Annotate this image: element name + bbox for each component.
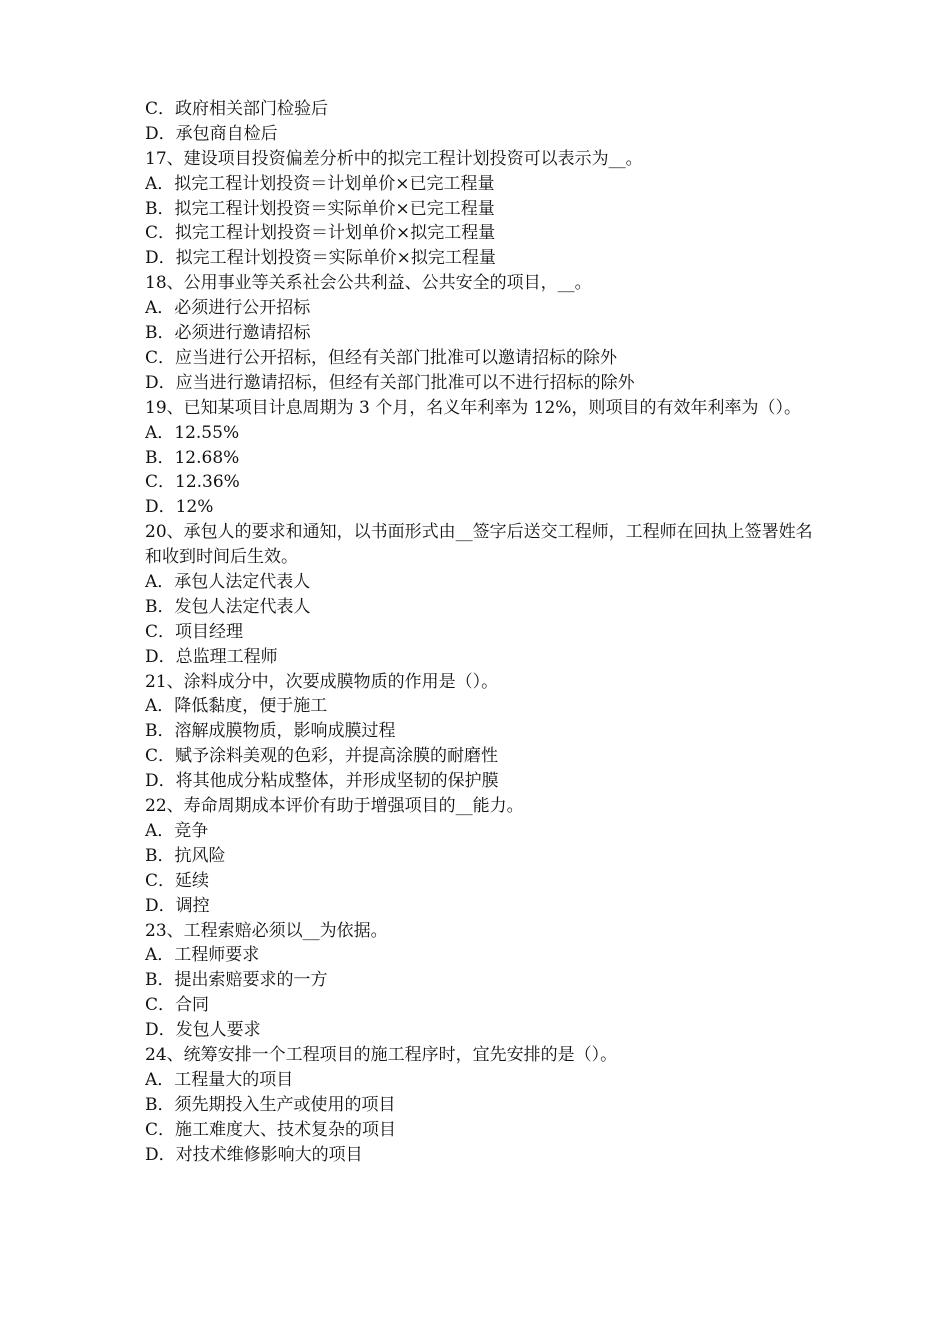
option-a: A．必须进行公开招标 (145, 298, 311, 319)
option-b: B．提出索赔要求的一方 (145, 970, 328, 991)
option-c: C．拟完工程计划投资＝计划单价×拟完工程量 (145, 223, 496, 244)
option-c: C．赋予涂料美观的色彩，并提高涂膜的耐磨性 (145, 746, 499, 767)
question-23 (145, 919, 815, 1043)
question-stem: 23、工程索赔必须以__为依据。 (145, 920, 388, 941)
question-stem: 21、涂料成分中，次要成膜物质的作用是（）。 (145, 671, 499, 692)
option-b: B．抗风险 (145, 845, 226, 866)
option-c: C．应当进行公开招标，但经有关部门批准可以邀请招标的除外 (145, 347, 618, 368)
question-19 (145, 396, 815, 520)
question-21 (145, 670, 815, 794)
option-a: A．拟完工程计划投资＝计划单价×已完工程量 (145, 173, 495, 194)
question-17 (145, 147, 815, 271)
question-stem: 17、建设项目投资偏差分析中的拟完工程计划投资可以表示为__。 (145, 148, 643, 169)
option-d: D．拟完工程计划投资＝实际单价×拟完工程量 (145, 248, 496, 269)
option-a: A．工程师要求 (145, 945, 260, 966)
question-20 (145, 520, 815, 669)
option-b: B．12.68% (145, 447, 240, 468)
question-22 (145, 794, 815, 918)
document-page (145, 97, 815, 1167)
option-d: D．总监理工程师 (145, 646, 278, 667)
question-stem: 19、已知某项目计息周期为 3 个月，名义年利率为 12%，则项目的有效年利率为（）。 (145, 397, 801, 418)
option-line: C．政府相关部门检验后 (145, 99, 329, 119)
option-b: B．必须进行邀请招标 (145, 323, 311, 344)
option-a: A．降低黏度，便于施工 (145, 696, 328, 717)
option-d: D．12% (145, 497, 214, 518)
question-stem: 24、统筹安排一个工程项目的施工程序时，宜先安排的是（）。 (145, 1044, 618, 1065)
option-c: C．12.36% (145, 472, 240, 493)
question-24 (145, 1043, 815, 1167)
question-stem: 18、公用事业等关系社会公共利益、公共安全的项目，__。 (145, 273, 592, 294)
question-stem: 20、承包人的要求和通知，以书面形式由__签字后送交工程师，工程师在回执上签署姓名和收到时间后生效。 (145, 522, 813, 568)
option-line: D．承包商自检后 (145, 123, 278, 144)
option-d: D．应当进行邀请招标，但经有关部门批准可以不进行招标的除外 (145, 372, 635, 393)
option-b: B．拟完工程计划投资＝实际单价×已完工程量 (145, 198, 495, 219)
question-stem: 22、寿命周期成本评价有助于增强项目的__能力。 (145, 796, 524, 817)
option-b: B．须先期投入生产或使用的项目 (145, 1094, 396, 1115)
option-b: B．发包人法定代表人 (145, 596, 311, 617)
option-c: C．延续 (145, 870, 210, 891)
option-a: A．竞争 (145, 820, 209, 841)
option-a: A．承包人法定代表人 (145, 572, 311, 592)
option-c: C．项目经理 (145, 621, 244, 642)
option-d: D．调控 (145, 895, 210, 916)
option-c: C．合同 (145, 995, 210, 1016)
option-d: D．对技术维修影响大的项目 (145, 1144, 363, 1165)
option-d: D．将其他成分粘成整体，并形成坚韧的保护膜 (145, 771, 499, 792)
option-a: A．12.55% (145, 422, 240, 443)
option-a: A．工程量大的项目 (145, 1069, 294, 1090)
option-d: D．发包人要求 (145, 1020, 261, 1041)
option-b: B．溶解成膜物质，影响成膜过程 (145, 721, 396, 742)
question-18 (145, 271, 815, 395)
option-c: C．施工难度大、技术复杂的项目 (145, 1119, 397, 1140)
